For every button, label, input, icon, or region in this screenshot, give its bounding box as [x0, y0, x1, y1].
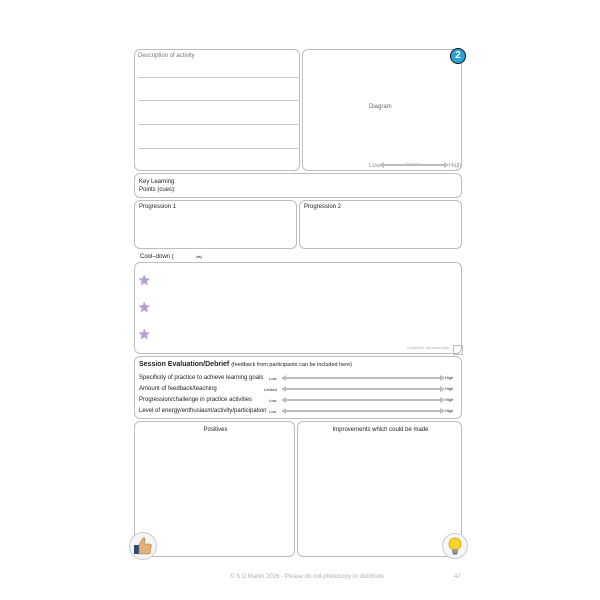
star-icon: ★	[138, 299, 151, 315]
evaluation-row-high: High	[445, 397, 454, 402]
cooldown-label-suffix: ols)	[195, 254, 203, 259]
star-icon: ★	[138, 326, 151, 342]
positives-box	[134, 421, 295, 557]
card-number-badge: 2	[450, 48, 466, 64]
key-learning-label-line1: Key Learning	[139, 179, 175, 185]
evaluation-row-arrow[interactable]	[285, 399, 441, 401]
lightbulb-icon	[442, 533, 468, 559]
evaluation-row-arrow[interactable]	[285, 377, 441, 379]
intensity-scale-arrow	[383, 164, 445, 166]
evaluation-row-low: Low	[269, 376, 277, 381]
evaluation-row-high: High	[445, 375, 454, 380]
improvements-label: Improvements which could be made	[332, 427, 429, 433]
progression-2-label: Progression 2	[304, 204, 342, 210]
evaluation-title: Session Evaluation/Debrief	[139, 361, 230, 368]
diagram-label: Diagram	[369, 104, 392, 110]
activity-description-box	[134, 49, 300, 171]
evaluation-row-label: Specificity of practice to achieve learning goals	[139, 375, 264, 381]
activity-description-label: Description of activity	[138, 53, 195, 59]
completed-label: Completed: tick when done	[407, 346, 450, 350]
scale-low-label: Low	[369, 163, 381, 169]
evaluation-row-low: Low	[269, 409, 277, 414]
evaluation-row-arrow[interactable]	[285, 388, 441, 390]
cooldown-box	[134, 262, 462, 354]
session-evaluation-box	[134, 356, 462, 419]
evaluation-row-label: Progression/challenge in practice activities	[139, 397, 253, 403]
evaluation-row-high: High	[445, 408, 454, 413]
page-number: 47	[454, 574, 461, 580]
evaluation-row-high: High	[445, 386, 454, 391]
copyright-footer: © S D Martin 2026 - Please do not photocopy or distribute	[230, 574, 384, 580]
evaluation-subtitle: (feedback from participants can be included here)	[231, 362, 352, 368]
progression-1-label: Progression 1	[139, 204, 177, 210]
cooldown-label-text: Cool–down (	[140, 254, 174, 260]
improvements-box	[297, 421, 462, 557]
key-learning-label-line2: Points (cues):	[139, 187, 176, 193]
evaluation-heading	[139, 361, 352, 368]
writing-line	[138, 148, 298, 149]
worksheet-page	[110, 0, 490, 600]
positives-label: Positives	[203, 427, 228, 433]
evaluation-row-low: Limited	[264, 387, 277, 392]
completed-checkbox[interactable]	[453, 345, 463, 355]
writing-line	[138, 100, 298, 101]
evaluation-row-arrow[interactable]	[285, 410, 441, 412]
thumbs-up-icon	[129, 532, 157, 560]
scale-high-label: High	[449, 163, 462, 169]
evaluation-row-label: Level of energy/enthusiasm/activity/participation	[139, 408, 267, 414]
progression-1-box	[134, 200, 297, 249]
evaluation-row-label: Amount of feedback/teaching	[139, 386, 217, 392]
cooldown-label	[140, 254, 202, 260]
star-icon: ★	[138, 272, 151, 288]
progression-2-box	[299, 200, 462, 249]
writing-line	[138, 124, 298, 125]
evaluation-row-low: Low	[269, 398, 277, 403]
key-learning-box	[134, 173, 462, 198]
diagram-box	[302, 49, 462, 171]
writing-line	[138, 77, 298, 78]
